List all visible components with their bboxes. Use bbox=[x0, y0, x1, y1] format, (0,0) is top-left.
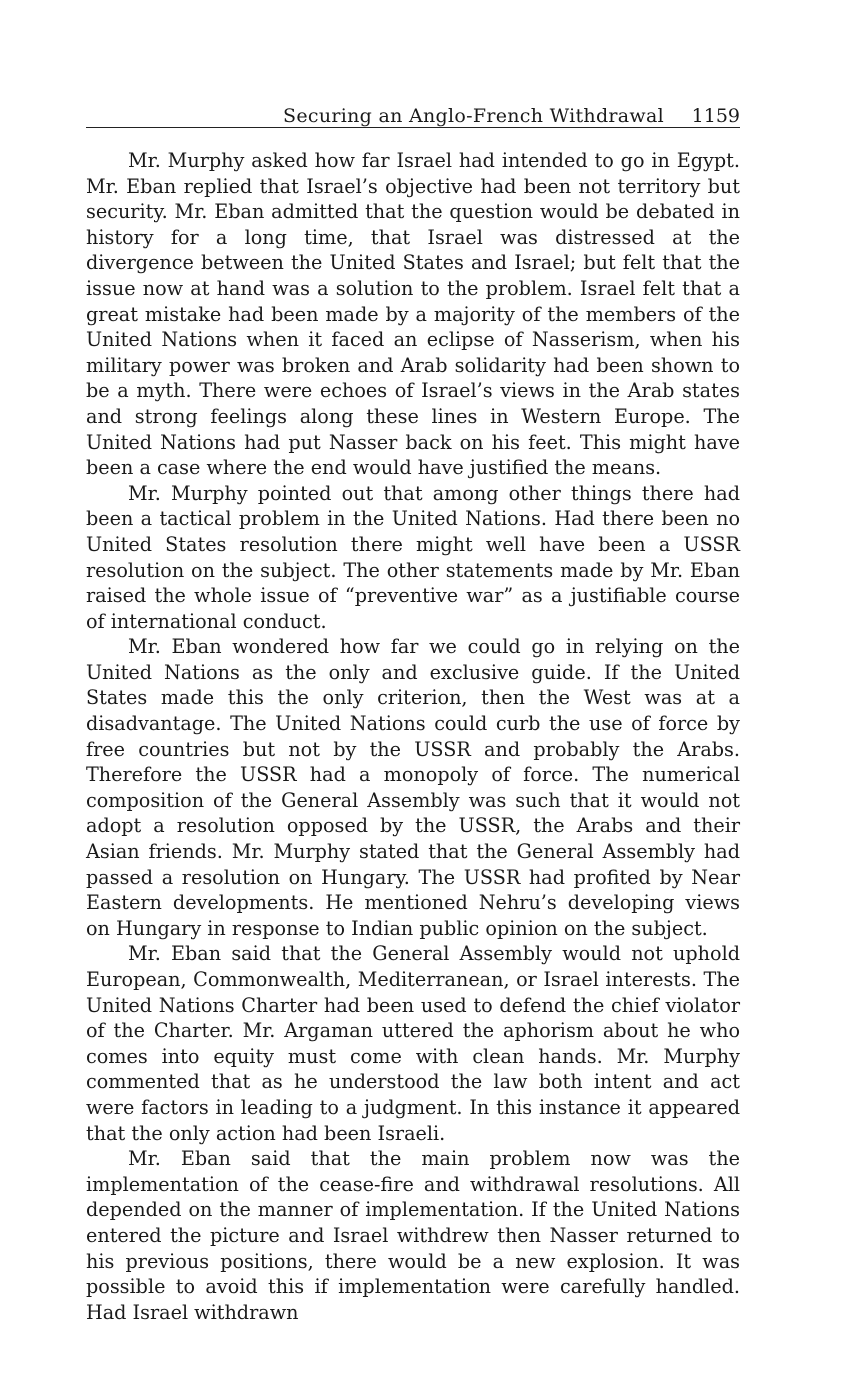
paragraph: Mr. Murphy asked how far Israel had intended to go in Egypt. Mr. Eban replied that Israel’s objective had been not territory but security. Mr. Eban admitted that the question would be debated in history for a long time, that Israel was distressed at the divergence between the United States and Israel; but felt that the issue now at hand was a solution to the problem. Israel felt that a great mistake had been made by a majority of the members of the United Nations when it faced an eclipse of Nasserism, when his military power was broken and Arab solidarity had been shown to be a myth. There were echoes of Israel’s views in the Arab states and strong feelings along these lines in Western Europe. The United Nations had put Nasser back on his feet. This might have been a case where the end would have justified the means. bbox=[86, 149, 740, 480]
page-number: 1159 bbox=[691, 105, 740, 127]
paragraph: Mr. Eban said that the General Assembly would not uphold European, Commonwealth, Mediterranean, or Israel interests. The United Nations Charter had been used to defend the chief violator of the Charter. Mr. Argaman uttered the aphorism about he who comes into equity must come with clean hands. Mr. Murphy commented that as he understood the law both intent and act were factors in leading to a judgment. In this instance it appeared that the only action had been Israeli. bbox=[86, 942, 740, 1145]
paragraph: Mr. Murphy pointed out that among other things there had been a tactical problem in the United Nations. Had there been no United States resolution there might well have been a USSR resolution on the subject. The other statements made by Mr. Eban raised the whole issue of “preventive war” as a justifiable course of international conduct. bbox=[86, 481, 740, 633]
header-rule bbox=[86, 127, 740, 128]
running-title: Securing an Anglo-French Withdrawal bbox=[283, 105, 664, 127]
running-header bbox=[86, 104, 740, 128]
paragraph: Mr. Eban wondered how far we could go in relying on the United Nations as the only and exclusive guide. If the United States made this the only criterion, then the West was at a disadvantage. The United Nations could curb the use of force by free countries but not by the USSR and probably the Arabs. Therefore the USSR had a monopoly of force. The numerical composition of the General Assembly was such that it would not adopt a resolution opposed by the USSR, the Arabs and their Asian friends. Mr. Murphy stated that the General Assembly had passed a resolution on Hungary. The USSR had profited by Near Eastern developments. He mentioned Nehru’s developing views on Hungary in response to Indian public opinion on the subject. bbox=[86, 635, 740, 940]
body-text bbox=[86, 148, 740, 1325]
paragraph: Mr. Eban said that the main problem now was the implementation of the cease-fire and withdrawal resolutions. All depended on the manner of implementation. If the United Nations entered the picture and Israel withdrew then Nasser returned to his previous positions, there would be a new explosion. It was possible to avoid this if implementation were carefully handled. Had Israel withdrawn bbox=[86, 1147, 740, 1324]
